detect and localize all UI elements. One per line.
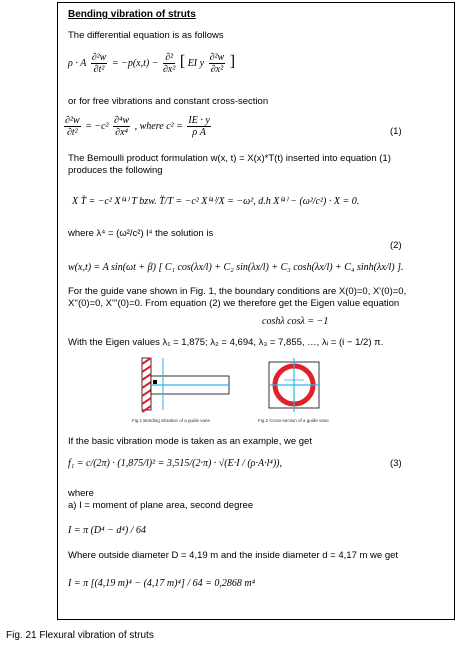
where-label: where: [68, 488, 94, 499]
eq-frac-d2w-dt2: $\frac{\text{∂²w}}{\text{∂t²}}$: [91, 52, 107, 75]
paragraph-diameters: Where outside diameter D = 4,19 m and the inside diameter d = 4,17 m we get: [68, 550, 399, 561]
paragraph-intro: The differential equation is as follows: [68, 30, 224, 41]
equation-number-3: (3): [390, 458, 402, 469]
equation-product: X T̈ = −c² X⁽⁴⁾ T bzw. T̈/T = −c² X⁽⁴⁾/X = −ω², d.h X⁽⁴⁾ − (ω²/c²) · X = 0.: [72, 196, 360, 207]
figure-caption: Fig. 21 Flexural vibration of struts: [6, 630, 154, 641]
eq-frac-d2-dx2: $\frac{\text{∂²}}{\text{∂x²}}$: [162, 52, 176, 75]
paragraph-bernoulli-line1: The Bernoulli product formulation w(x, t) = X(x)*T(t) inserted into equation (1): [68, 153, 391, 164]
equation-solution: w(x,t) = A sin(ωt + β) [ C₁ cos(λx/l) + C₂ sin(λx/l) + C₃ cosh(λx/l) + C₄ sinh(λx/l) ].: [68, 262, 404, 273]
figure-guide-vane-bending: [138, 356, 238, 416]
eq-main-mid: = −p(x,t) −: [111, 57, 159, 69]
equation-eigen: coshλ cosλ = −1: [262, 316, 329, 327]
eq-frac-c2: $\frac{IE \cdot y}{\text{ρ A}}$: [188, 115, 210, 138]
eq-main-lhs: ρ · A: [68, 57, 87, 69]
figure1-caption: Fig.1 Bending vibration of a guide vane: [132, 418, 211, 423]
eq-frac-d2w-dt2-b: $\frac{\text{∂²w}}{\text{∂t²}}$: [65, 115, 80, 138]
paragraph-bernoulli-line2: produces the following: [68, 165, 163, 176]
equation-differential: ρ · A $\frac{\text{∂²w}}{\text{∂t²}}$ = −p(x,t) − $\frac{\text{∂²}}{\text{∂x²}}$ [ EI y $\frac{\text{∂²w}}{\text{∂x²}}$ ]: [68, 52, 236, 75]
paragraph-boundary-line2: X''(0)=0, X'''(0)=0. From equation (2) we therefore get the Eigen value equation: [68, 298, 400, 309]
where-solution-text: where λ⁴ = (ω²/c²) l⁴ the solution is: [68, 228, 214, 239]
eq-frac-d4w-dx4: $\frac{\text{∂⁴w}}{\text{∂x⁴}}$: [114, 115, 130, 138]
equation-frequency: f₁ = c/(2π) · (1,875/l)² = 3,515/(2·π) · √(E·I / (ρ·A·l⁴)),: [68, 458, 282, 469]
equation-free-vibration: [62, 115, 213, 138]
paragraph-boundary-line1: For the guide vane shown in Fig. 1, the boundary conditions are X(0)=0, X'(0)=0,: [68, 286, 407, 297]
equation-moment-numeric: I = π [(4,19 m)⁴ − (4,17 m)⁴] / 64 = 0,2868 m⁴: [68, 578, 256, 589]
eq-free-mid: = −c²: [85, 120, 109, 132]
paragraph-eigenvalues: With the Eigen values λ₁ = 1,875; λ₂ = 4,694, λ₃ = 7,855, …, λᵢ = (i − 1/2) π.: [68, 337, 384, 348]
equation-number-1: (1): [390, 126, 402, 137]
figure-guide-vane-cross-section: [265, 356, 325, 416]
clamp-marker: [153, 380, 157, 384]
eq-free-where: , where c² =: [134, 120, 183, 132]
eq-frac-d2w-dx2: $\frac{\text{∂²w}}{\text{∂x²}}$: [209, 52, 225, 75]
paragraph-free-vibrations: or for free vibrations and constant cross-section: [68, 96, 269, 107]
equation-moment-of-area: I = π (D⁴ − d⁴) / 64: [68, 525, 146, 536]
section-title: Bending vibration of struts: [68, 9, 196, 20]
equation-number-2: (2): [390, 240, 402, 251]
item-a-moment-of-area: a) I = moment of plane area, second degree: [68, 500, 254, 511]
eq-main-rhs: EI y: [187, 57, 205, 69]
paragraph-basic-mode: If the basic vibration mode is taken as an example, we get: [68, 436, 312, 447]
figure2-caption: Fig.2 Cross-section of a guide vane: [258, 418, 329, 423]
